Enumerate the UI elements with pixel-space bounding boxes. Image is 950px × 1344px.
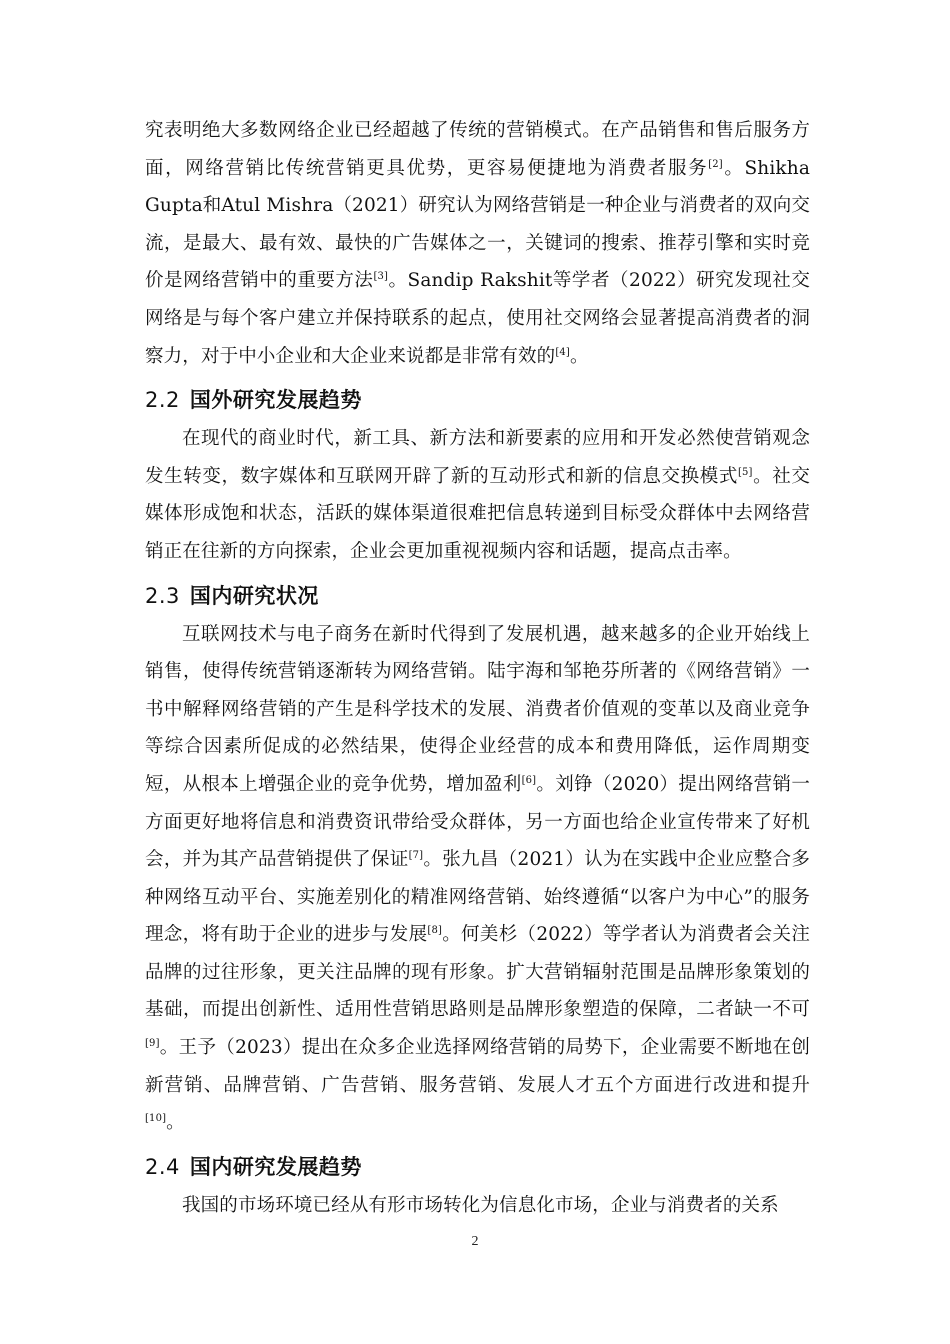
section-heading-2-3 (145, 571, 810, 616)
paragraph-foreign-research (145, 112, 810, 375)
paragraph-text: 。Sandip Rakshit等学者（2022）研究发现社交网络是与每个客户建立并保持联系的起点，使用社交网络会显著提高消费者的洞察力，对于中小企业和大企业来说都是非常有效的 (145, 270, 810, 367)
paragraph-text: 。Shikha Gupta和Atul Mishra（2021）研究认为网络营销是一种企业与消费者的双向交流，是最大、最有效、最快的广告媒体之一，关键词的搜索、推荐引擎和实时竞价是网络营销中的重要方法 (145, 157, 811, 292)
citation-ref: [10] (145, 1113, 167, 1125)
paragraph-foreign-trends (145, 420, 810, 570)
paragraph-text: 我国的市场环境已经从有形市场转化为信息化市场，企业与消费者的关系 (182, 1194, 779, 1216)
paragraph-text: 。张九昌（2021）认为在实践中企业应整合多种网络互动平台、实施差别化的精准网络营销、始终遵循“以客户为中心”的服务理念，将有助于企业的进步与发展 (145, 849, 810, 946)
paragraph-text: 究表明绝大多数网络企业已经超越了传统的营销模式。在产品销售和售后服务方面，网络营销比传统营销更具优势，更容易便捷地为消费者服务 (145, 120, 810, 179)
paragraph-text: 。刘铮（2020）提出网络营销一方面更好地将信息和消费资讯带给受众群体，另一方面也给企业宣传带来了好机会，并为其产品营销提供了保证 (145, 773, 810, 871)
citation-ref: [3] (373, 271, 389, 283)
section-number: 2.3 (145, 583, 180, 608)
paragraph-domestic-research (145, 616, 810, 1142)
citation-ref: [4] (555, 346, 570, 358)
section-title: 国内研究发展趋势 (189, 1154, 362, 1179)
paragraph-text: 互联网技术与电子商务在新时代得到了发展机遇，越来越多的企业开始线上销售，使得传统营销逐渐转为网络营销。陆宇海和邹艳芬所著的《网络营销》一书中解释网络营销的产生是科学技术的发展、消费者价值观的变革以及商业竞争等综合因素所促成的必然结果，使得企业经营的成本和费用降低，运作周期变短，从根本上增强企业的竞争优势，增加盈利 (145, 623, 810, 795)
section-number: 2.4 (145, 1154, 180, 1179)
section-title: 国外研究发展趋势 (189, 388, 362, 413)
paragraph-domestic-trends (145, 1187, 810, 1225)
section-heading-2-4 (145, 1142, 810, 1187)
citation-ref: [8] (427, 925, 443, 937)
paragraph-text: 在现代的商业时代，新工具、新方法和新要素的应用和开发必然使营销观念发生转变，数字媒体和互联网开辟了新的互动形式和新的信息交换模式 (145, 428, 810, 487)
paragraph-text: 。王予（2023）提出在众多企业选择网络营销的局势下，企业需要不断地在创新营销、品牌营销、广告营销、服务营销、发展人才五个方面进行改进和提升 (145, 1037, 810, 1096)
section-number: 2.2 (145, 388, 180, 413)
citation-ref: [9] (145, 1038, 160, 1050)
section-title: 国内研究状况 (189, 583, 319, 608)
citation-ref: [2] (708, 158, 723, 170)
paragraph-text: 。何美杉（2022）等学者认为消费者会关注品牌的过往形象，更关注品牌的现有形象。扩大营销辐射范围是品牌形象策划的基础，而提出创新性、适用性营销思路则是品牌形象塑造的保障，二者缺一不可 (145, 924, 810, 1021)
paragraph-text: 。 (166, 1112, 185, 1134)
citation-ref: [5] (737, 466, 753, 478)
section-heading-2-2 (145, 375, 810, 420)
page-number: 2 (471, 1234, 479, 1249)
citation-ref: [7] (408, 850, 424, 862)
paragraph-text: 。社交媒体形成饱和状态，活跃的媒体渠道很难把信息转递到目标受众群体中去网络营销正在往新的方向探索，企业会更加重视视频内容和话题，提高点击率。 (145, 465, 810, 562)
paragraph-text: 。 (569, 345, 589, 367)
citation-ref: [6] (521, 774, 537, 786)
page-body (145, 112, 810, 1224)
